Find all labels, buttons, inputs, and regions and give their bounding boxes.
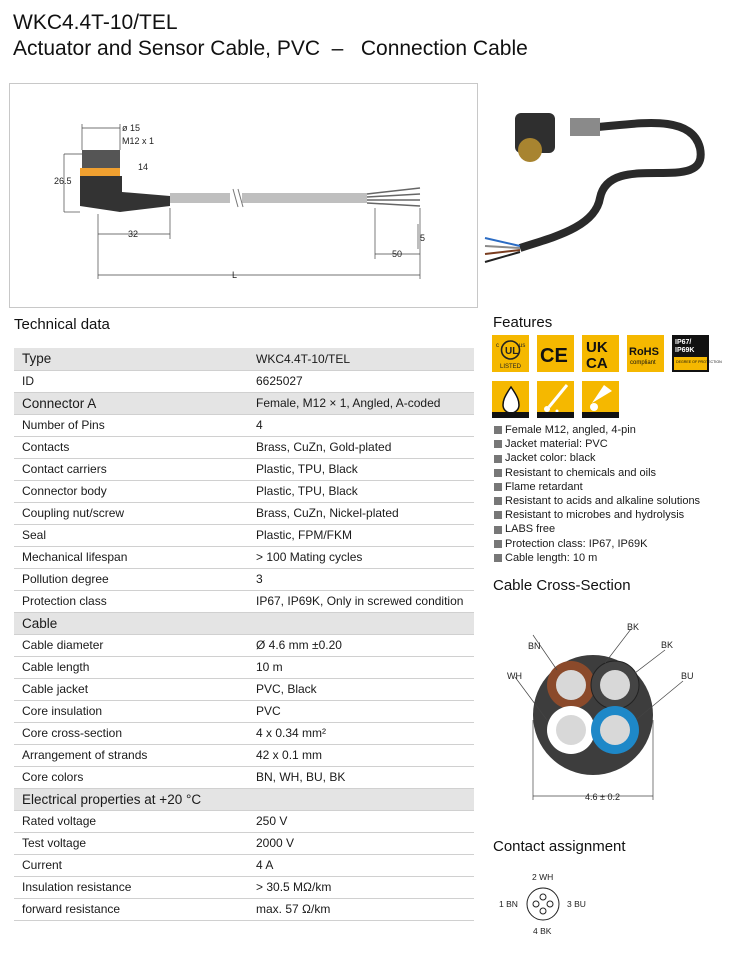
bullet-square-icon	[494, 483, 502, 491]
connector-body-shape	[80, 176, 170, 212]
connector-ring-shape	[80, 168, 120, 176]
feature-text: Resistant to microbes and hydrolysis	[505, 509, 685, 522]
feature-text: Jacket material: PVC	[505, 438, 608, 451]
technical-data-heading: Technical data	[14, 316, 110, 333]
feature-text: Resistant to chemicals and oils	[505, 466, 657, 479]
row-value: 6625027	[244, 370, 474, 392]
table-row	[14, 414, 474, 436]
row-value: Plastic, FPM/FKM	[244, 524, 474, 546]
table-row	[14, 480, 474, 502]
table-row	[14, 788, 474, 810]
dim-thread: M12 x 1	[122, 136, 155, 146]
ip-rating-badge	[672, 335, 722, 372]
pin-3-label: 3 BU	[567, 899, 586, 909]
dim-50: 50	[392, 249, 403, 259]
product-title: WKC4.4T-10/TEL	[13, 11, 178, 34]
label-bn: BN	[528, 641, 541, 651]
row-label: Contact carriers	[14, 458, 244, 480]
row-label: Current	[14, 854, 244, 876]
ul-listed-badge	[492, 335, 529, 372]
row-label: Core cross-section	[14, 722, 244, 744]
pin-4-label: 4 BK	[533, 926, 552, 936]
list-item	[494, 551, 724, 565]
features-heading: Features	[493, 314, 553, 331]
table-row	[14, 436, 474, 458]
contact-assignment-diagram	[495, 868, 615, 938]
table-row	[14, 700, 474, 722]
list-item	[494, 480, 724, 494]
table-row	[14, 612, 474, 634]
row-value: BN, WH, BU, BK	[244, 766, 474, 788]
dim-32: 32	[128, 229, 139, 239]
feature-text: Cable length: 10 m	[505, 551, 598, 564]
row-value: PVC, Black	[244, 678, 474, 700]
ip-bottom-text: DEGREE OF PROTECTION	[676, 360, 722, 364]
ce-badge	[537, 335, 574, 372]
table-row	[14, 348, 474, 370]
row-label: Electrical properties at +20 °C	[14, 788, 244, 810]
nut-shape	[570, 118, 600, 136]
row-value: Ø 4.6 mm ±0.20	[244, 634, 474, 656]
row-value: PVC	[244, 700, 474, 722]
row-value: 4	[244, 414, 474, 436]
bullet-square-icon	[494, 511, 502, 519]
oil-resistant-icon	[492, 381, 529, 418]
row-label: Seal	[14, 524, 244, 546]
technical-data-table	[14, 348, 474, 921]
rohs-badge	[627, 335, 664, 372]
row-value: Brass, CuZn, Gold-plated	[244, 436, 474, 458]
label-bk-top: BK	[627, 622, 640, 632]
feature-text: Protection class: IP67, IP69K	[505, 537, 648, 550]
list-item	[494, 437, 724, 451]
row-value: max. 57 Ω/km	[244, 898, 474, 920]
table-row	[14, 370, 474, 392]
row-label: Insulation resistance	[14, 876, 244, 898]
table-row	[14, 458, 474, 480]
table-row	[14, 524, 474, 546]
ukca-top-text: UK	[586, 339, 608, 356]
label-bu: BU	[681, 671, 694, 681]
row-label: Pollution degree	[14, 568, 244, 590]
table-row	[14, 766, 474, 788]
table-row	[14, 392, 474, 414]
ul-us-text: us	[519, 343, 526, 349]
list-item	[494, 466, 724, 480]
svg-text:UL: UL	[505, 346, 519, 357]
bullet-square-icon	[494, 426, 502, 434]
row-value: 3	[244, 568, 474, 590]
row-value: WKC4.4T-10/TEL	[244, 348, 474, 370]
ul-c-text: c	[496, 343, 499, 349]
ukca-bottom-text: CA	[586, 355, 608, 372]
bullet-square-icon	[494, 469, 502, 477]
table-row	[14, 656, 474, 678]
cross-section-heading: Cable Cross-Section	[493, 577, 631, 594]
row-value: 250 V	[244, 810, 474, 832]
ul-listed-text: LISTED	[500, 364, 522, 370]
table-row	[14, 898, 474, 920]
row-label: Rated voltage	[14, 810, 244, 832]
certification-badges	[492, 335, 722, 419]
row-label: ID	[14, 370, 244, 392]
row-value: 4 A	[244, 854, 474, 876]
table-row	[14, 634, 474, 656]
row-label: Connector body	[14, 480, 244, 502]
cable-cross-section	[495, 615, 725, 810]
row-value: Female, M12 × 1, Angled, A-coded	[244, 392, 474, 414]
table-row	[14, 876, 474, 898]
row-value: Plastic, TPU, Black	[244, 480, 474, 502]
pin-1-label: 1 BN	[499, 899, 518, 909]
row-value: > 30.5 MΩ/km	[244, 876, 474, 898]
row-label: Cable diameter	[14, 634, 244, 656]
feature-text: Resistant to acids and alkaline solutions	[505, 495, 701, 508]
table-row	[14, 722, 474, 744]
list-item	[494, 494, 724, 508]
row-label: Contacts	[14, 436, 244, 458]
label-diameter: 4.6 ± 0.2	[585, 792, 620, 802]
label-bk-right: BK	[661, 640, 674, 650]
row-label: Number of Pins	[14, 414, 244, 436]
dim-5: 5	[420, 233, 426, 243]
row-label: Cable length	[14, 656, 244, 678]
coupling-shape	[518, 138, 542, 162]
product-photo	[490, 88, 720, 288]
coupling-nut-shape	[82, 150, 120, 168]
pin-2-label: 2 WH	[532, 872, 554, 882]
ip-top-text: IP67/	[675, 339, 692, 346]
row-value: 4 x 0.34 mm²	[244, 722, 474, 744]
ce-text: CE	[540, 345, 568, 367]
bullet-square-icon	[494, 554, 502, 562]
contact-assignment-heading: Contact assignment	[493, 838, 626, 855]
product-subtitle: Actuator and Sensor Cable, PVC – Connection Cable	[13, 37, 528, 60]
list-item	[494, 522, 724, 536]
bullet-square-icon	[494, 526, 502, 534]
row-value: Brass, CuZn, Nickel-plated	[244, 502, 474, 524]
row-label: Core insulation	[14, 700, 244, 722]
row-value	[244, 788, 474, 810]
dim-length: L	[232, 270, 238, 280]
row-label: Cable	[14, 612, 244, 634]
table-row	[14, 546, 474, 568]
ip-mid-text: IP69K	[675, 347, 695, 354]
row-value: Plastic, TPU, Black	[244, 458, 474, 480]
bullet-square-icon	[494, 440, 502, 448]
rohs-sub-text: compliant	[630, 360, 656, 366]
bullet-square-icon	[494, 540, 502, 548]
list-item	[494, 423, 724, 437]
dimension-drawing	[9, 83, 478, 308]
ukca-badge	[582, 335, 619, 372]
flame-retardant-icon	[582, 381, 619, 418]
row-label: Arrangement of strands	[14, 744, 244, 766]
table-row	[14, 590, 474, 612]
list-item	[494, 508, 724, 522]
bullet-square-icon	[494, 497, 502, 505]
features-list	[494, 423, 724, 565]
table-row	[14, 810, 474, 832]
table-row	[14, 832, 474, 854]
row-label: Protection class	[14, 590, 244, 612]
bullet-square-icon	[494, 455, 502, 463]
row-value	[244, 612, 474, 634]
row-label: forward resistance	[14, 898, 244, 920]
welding-spatter-icon	[537, 381, 574, 418]
feature-text: Female M12, angled, 4-pin	[505, 424, 636, 436]
row-label: Cable jacket	[14, 678, 244, 700]
feature-text: Flame retardant	[505, 480, 583, 493]
dim-wrench: 14	[138, 162, 149, 172]
row-value: IP67, IP69K, Only in screwed condition	[244, 590, 474, 612]
list-item	[494, 451, 724, 465]
table-row	[14, 568, 474, 590]
row-value: 2000 V	[244, 832, 474, 854]
list-item	[494, 537, 724, 551]
row-label: Core colors	[14, 766, 244, 788]
dim-height: 26.5	[54, 176, 72, 186]
table-row	[14, 744, 474, 766]
table-row	[14, 502, 474, 524]
rohs-text: RoHS	[629, 346, 659, 358]
row-label: Test voltage	[14, 832, 244, 854]
feature-text: Jacket color: black	[505, 452, 596, 465]
table-row	[14, 854, 474, 876]
dim-diameter: ø 15	[122, 123, 141, 133]
row-label: Coupling nut/screw	[14, 502, 244, 524]
row-label: Type	[14, 348, 244, 370]
label-wh: WH	[507, 671, 522, 681]
row-value: > 100 Mating cycles	[244, 546, 474, 568]
table-row	[14, 678, 474, 700]
row-label: Connector A	[14, 392, 244, 414]
feature-text: LABS free	[505, 523, 556, 536]
row-value: 10 m	[244, 656, 474, 678]
row-label: Mechanical lifespan	[14, 546, 244, 568]
row-value: 42 x 0.1 mm	[244, 744, 474, 766]
